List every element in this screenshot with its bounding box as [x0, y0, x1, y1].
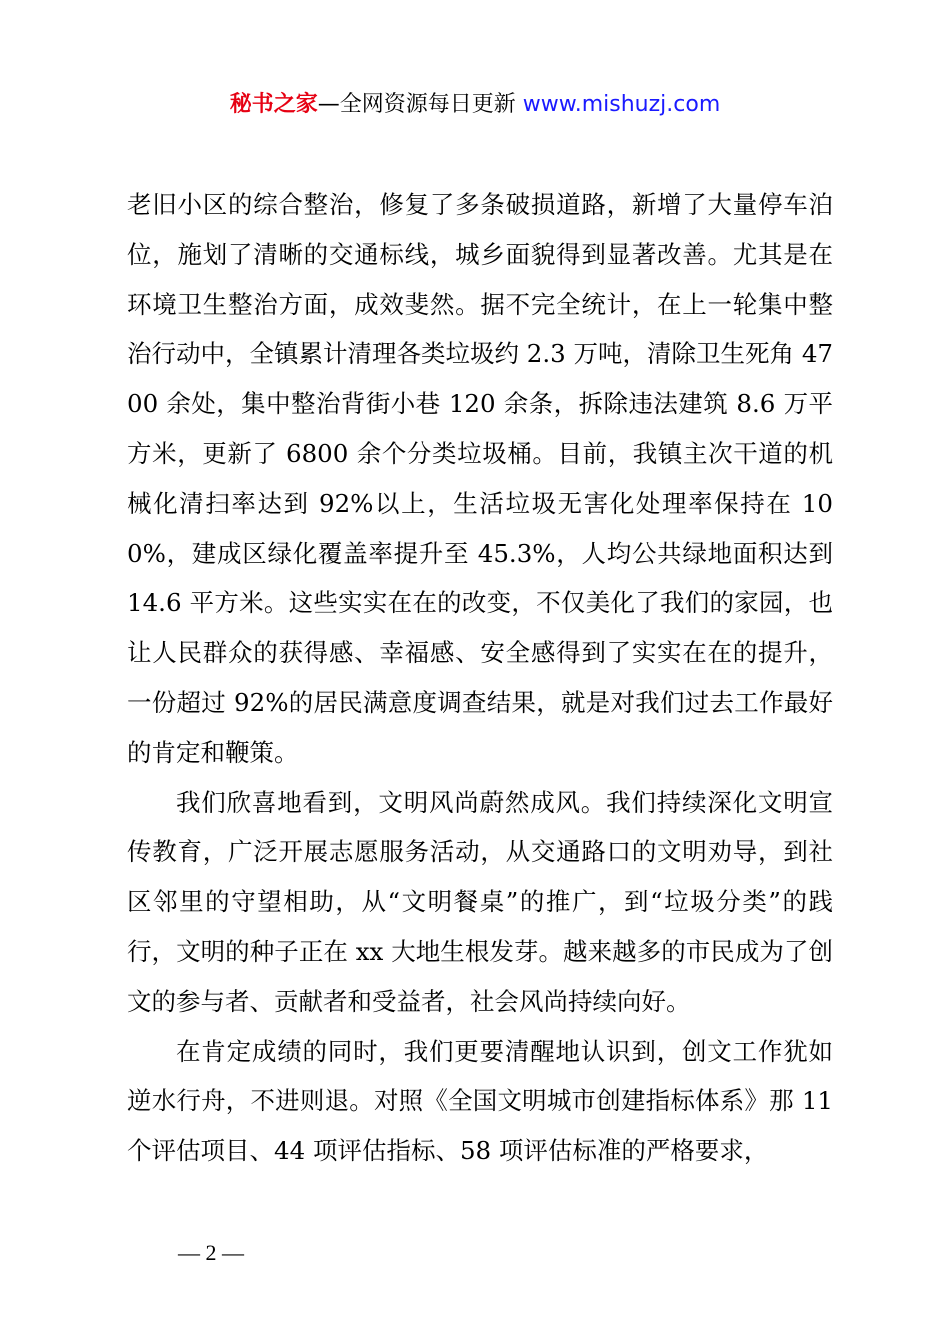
- brand-name: 秘书之家: [229, 92, 318, 117]
- paragraph-civilization: 我们欣喜地看到，文明风尚蔚然成风。我们持续深化文明宣传教育，广泛开展志愿服务活动，从交通路口的文明劝导，到社区邻里的守望相助，从“文明餐桌”的推广，到“垃圾分类”的践行，文明的种子正在 xx 大地生根发芽。越来越多的市民成为了创文的参与者、贡献者和受益者，社会风尚持续向好。: [127, 787, 833, 1016]
- document-body: [127, 180, 833, 1176]
- page-number: — 2 —: [178, 1240, 244, 1265]
- paragraph-challenges: 在肯定成绩的同时，我们更要清醒地认识到，创文工作犹如逆水行舟，不进则退。对照《全国文明城市创建指标体系》那 11 个评估项目、44 项评估指标、58 项评估标准的严格要求，: [127, 1036, 833, 1166]
- site-url-link[interactable]: www.mishuzj.com: [522, 92, 721, 117]
- paragraph-continuation: 老旧小区的综合整治，修复了多条破损道路，新增了大量停车泊位，施划了清晰的交通标线，城乡面貌得到显著改善。尤其是在环境卫生整治方面，成效斐然。据不完全统计，在上一轮集中整治行动中，全镇累计清理各类垃圾约 2.3 万吨，清除卫生死角 4700 余处，集中整治背街小巷 120 余条，拆除违法建筑 8.6 万平方米，更新了 6800 余个分类垃圾桶。目前，我镇主次干道的机械化清扫率达到 92%以上，生活垃圾无害化处理率保持在 100%，建成区绿化覆盖率提升至 45.3%，人均公共绿地面积达到 14.6 平方米。这些实实在在的改变，不仅美化了我们的家园，也让人民群众的获得感、幸福感、安全感得到了实实在在的提升，一份超过 92%的居民满意度调查结果，就是对我们过去工作最好的肯定和鞭策。: [127, 190, 833, 767]
- header-tagline: —全网资源每日更新: [317, 92, 523, 117]
- site-header: [0, 88, 950, 122]
